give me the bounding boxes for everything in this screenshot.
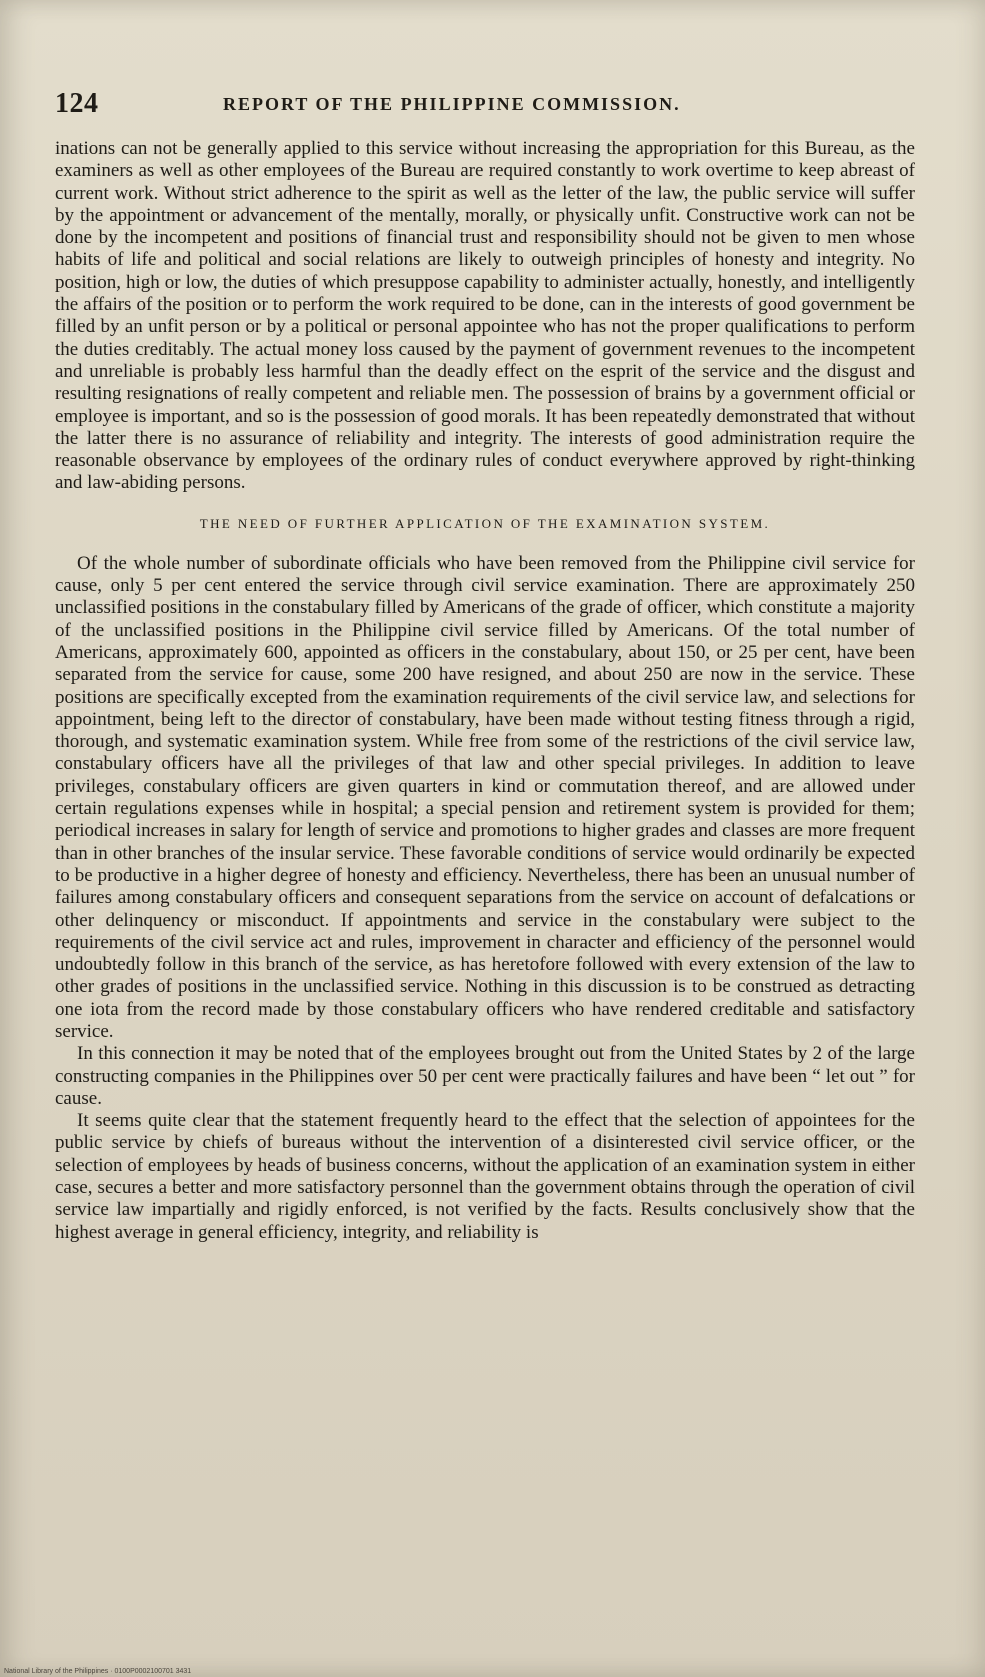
- page-number: 124: [55, 88, 99, 119]
- paragraph-constabulary: Of the whole number of subordinate officials who have been removed from the Philippine civil service for cause, only 5 per cent entered the service through civil service examination. There are approximately 250 unclassified positions in the constabulary filled by Americans of the grade of officer, which constitute a majority of the unclassified positions in the Philippine civil service filled by Americans. Of the total number of Americans, approximately 600, appointed as officers in the constabulary, about 150, or 25 per cent, have been separated from the service for cause, some 200 have resigned, and about 250 are now in the service. These positions are specifically excepted from the examination requirements of the civil service law, and selections for appointment, being left to the director of constabulary, have been made without testing fitness through a rigid, thorough, and systematic examination system. While free from some of the restrictions of the civil service law, constabulary officers have all the privileges of that law and other special privileges. In addition to leave privileges, constabulary officers are given quarters in kind or commutation thereof, and are allowed under certain regulations expenses while in hospital; a special pension and retirement system is provided for them; periodical increases in salary for length of service and promotions to higher grades and classes are more frequent than in other branches of the insular service. These favorable conditions of service would ordinarily be expected to be productive in a higher degree of honesty and efficiency. Nevertheless, there has been an unusual number of failures among constabulary officers and consequent separations from the service on account of defalcations or other delinquency or misconduct. If appointments and service in the constabulary were subject to the requirements of the civil service act and rules, improvement in character and efficiency of the personnel would undoubtedly follow in this branch of the service, as has heretofore followed with every extension of the law to other grades of positions in the unclassified service. Nothing in this discussion is to be construed as detracting one iota from the record made by those constabulary officers who have rendered creditable and satisfactory service.: [55, 552, 915, 1042]
- paragraph-selection-of-appointees: It seems quite clear that the statement frequently heard to the effect that the selection of appointees for the public service by chiefs of bureaus without the intervention of a disinterested civil service officer, or the selection of employees by heads of business concerns, without the application of an examination system in either case, secures a better and more satisfactory personnel than the government obtains through the operation of civil service law impartially and rigidly enforced, is not verified by the facts. Results conclusively show that the highest average in general efficiency, integrity, and reliability is: [55, 1110, 915, 1243]
- paragraph-constructing-companies: In this connection it may be noted that of the employees brought out from the United States by 2 of the large constructing companies in the Philippines over 50 per cent were practically failures and have been “ let out ” for cause.: [55, 1043, 915, 1109]
- section-heading: THE NEED OF FURTHER APPLICATION OF THE EXAMINATION SYSTEM.: [199, 515, 771, 531]
- running-head: REPORT OF THE PHILIPPINE COMMISSION.: [223, 94, 681, 114]
- paragraph-continued: inations can not be generally applied to this service without increasing the appropriation for this Bureau, as the examiners as well as other employees of the Bureau are required constantly to work overtime to keep abreast of current work. Without strict adherence to the spirit as well as the letter of the law, the public service will suffer by the appointment or advancement of the mentally, morally, or physically unfit. Constructive work can not be done by the incompetent and positions of financial trust and responsibility should not be given to men whose habits of life and political and social relations are likely to outweigh principles of honesty and integrity. No position, high or low, the duties of which presuppose capability to administer actually, honestly, and intelligently the affairs of the position or to perform the work required to be done, can in the interests of good government be filled by an unfit person or by a political or personal appointee who has not the proper qualifications to perform the duties creditably. The actual money loss caused by the payment of government revenues to the incompetent and unreliable is probably less harmful than the deadly effect on the esprit of the service and the disgust and resulting resignations of really competent and reliable men. The possession of brains by a government official or employee is important, and so is the possession of good morals. It has been repeatedly demonstrated that without the latter there is no assurance of reliability and integrity. The interests of good administration require the reasonable observance by employees of the ordinary rules of conduct everywhere approved by right-thinking and law-abiding persons.: [55, 138, 915, 494]
- page-body: [55, 138, 915, 1244]
- page-header: [55, 88, 915, 128]
- scan-credit: National Library of the Philippines · 0100P0002100701 3431: [4, 1668, 192, 1675]
